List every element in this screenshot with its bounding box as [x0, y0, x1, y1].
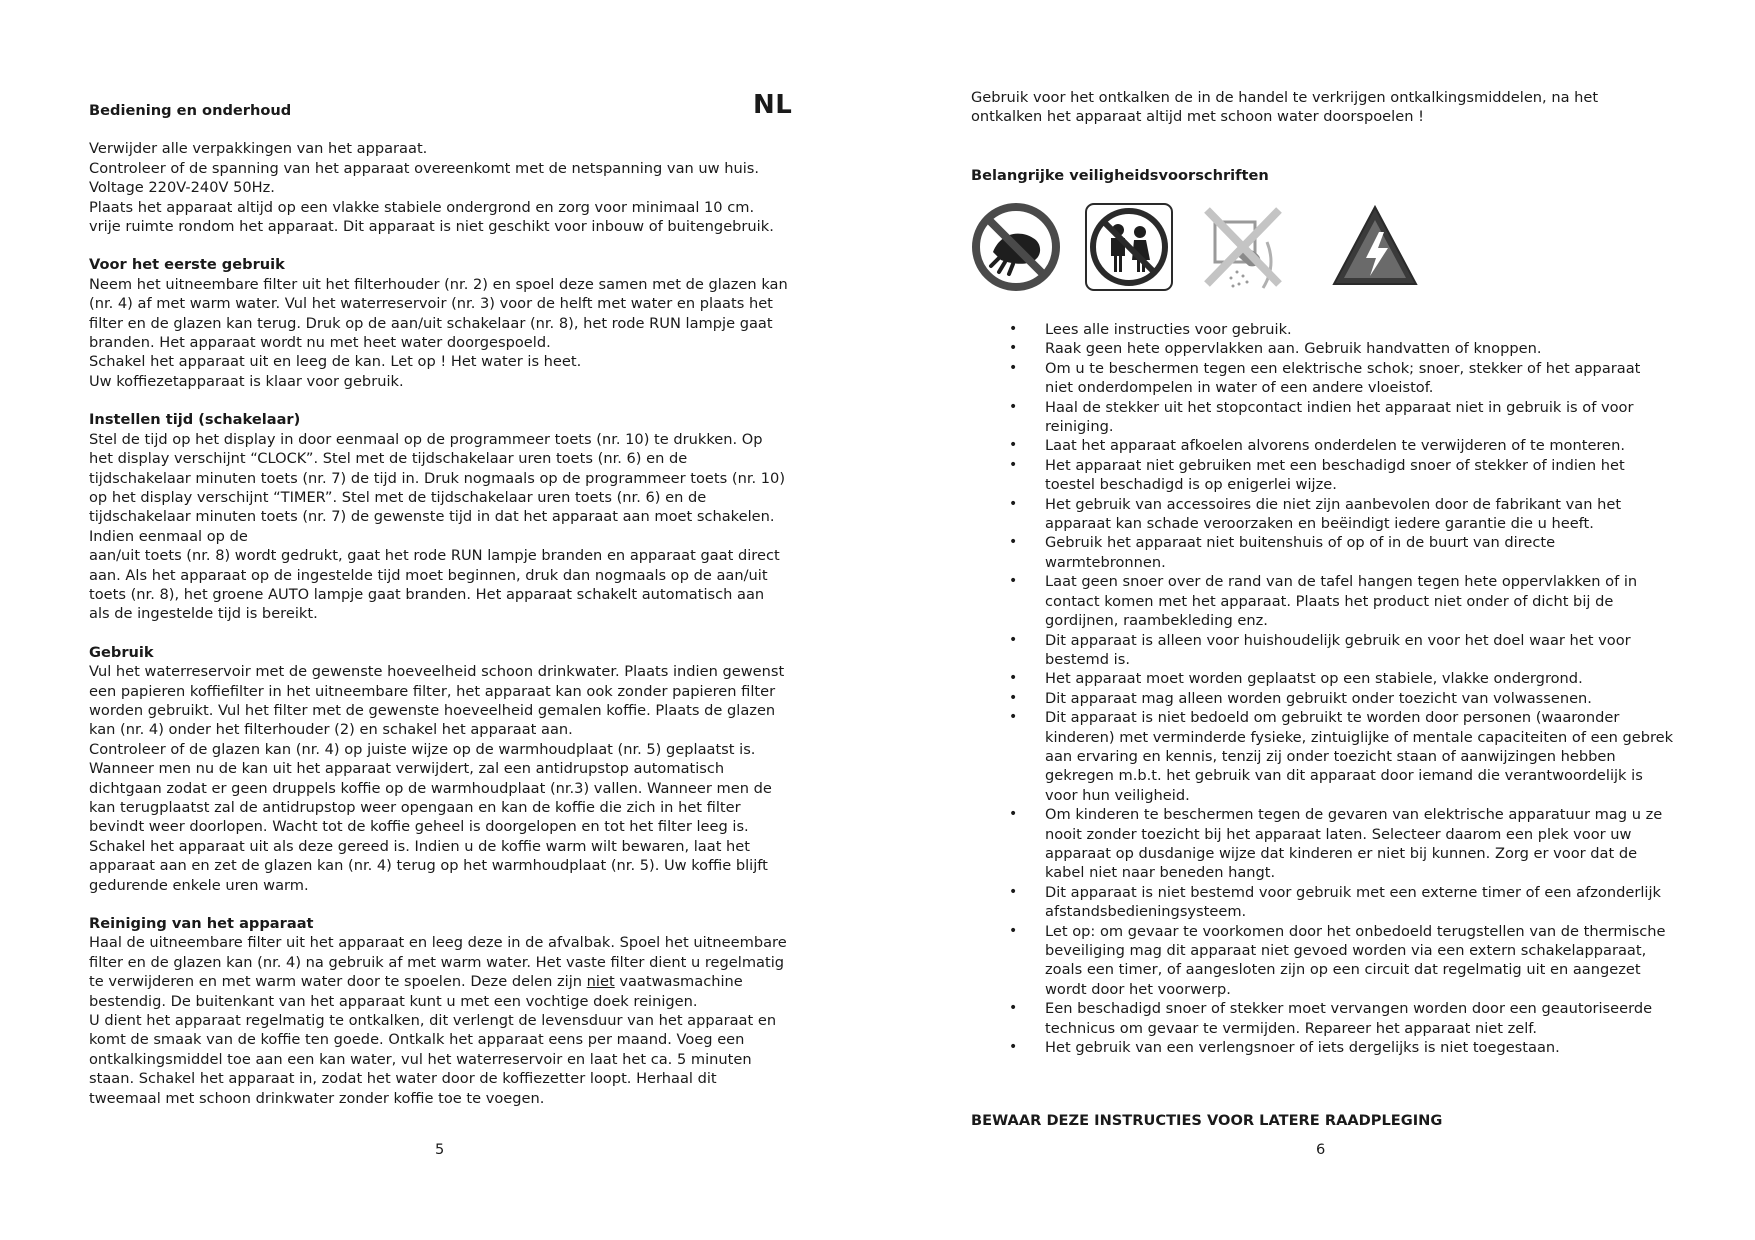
text-line: als de ingestelde tijd is bereikt.: [89, 605, 318, 623]
safety-list-item: [971, 572, 1691, 630]
safety-item-text: Raak geen hete oppervlakken aan. Gebruik handvatten of knoppen.: [1045, 340, 1542, 358]
text-line: kan (nr. 4) onder het filterhouder (2) en schakel het apparaat aan.: [89, 721, 573, 739]
closing-instruction: BEWAAR DEZE INSTRUCTIES VOOR LATERE RAADPLEGING: [971, 1112, 1443, 1129]
safety-list: [971, 320, 1691, 1057]
bullet-icon: •: [1009, 495, 1018, 512]
text-line: Voltage 220V-240V 50Hz.: [89, 179, 275, 197]
safety-item-text: Laat het apparaat afkoelen alvorens onderdelen te verwijderen of te monteren.: [1045, 437, 1625, 455]
safety-item-text: afstandsbedieningsysteem.: [1045, 903, 1247, 921]
text-fragment: te verwijderen en met warm water door te spoelen. Deze delen zijn: [89, 973, 583, 991]
left-page-body: [89, 101, 801, 1108]
safety-list-item: [971, 456, 1691, 495]
safety-item-text: Om kinderen te beschermen tegen de gevaren van elektrische apparatuur mag u ze: [1045, 806, 1663, 824]
text-line: filter en de glazen kan terug. Druk op de aan/uit schakelaar (nr. 8), het rode RUN lampje gaat: [89, 314, 773, 332]
bullet-icon: •: [1009, 573, 1018, 590]
no-children-icon: [1084, 202, 1174, 292]
text-line: gedurende enkele uren warm.: [89, 876, 309, 894]
electric-hazard-icon: [1330, 202, 1420, 292]
safety-item-text: Om u te beschermen tegen een elektrische schok; snoer, stekker of het apparaat: [1045, 359, 1641, 377]
safety-item-text: voor hun veiligheid.: [1045, 786, 1190, 804]
safety-item-text: kinderen) met verminderde fysieke, zintuiglijke of mentale capaciteiten of een gebrek: [1045, 728, 1674, 746]
safety-item-text: reiniging.: [1045, 418, 1114, 436]
descale-paragraph: [971, 88, 1681, 127]
bullet-icon: •: [1009, 321, 1018, 337]
text-line: tijdschakelaar minuten toets (nr. 7) de gewenste tijd in dat het apparaat aan moet schakelen.: [89, 508, 775, 526]
text-line: Vul het waterreservoir met de gewenste hoeveelheid schoon drinkwater. Plaats indien gewenst: [89, 663, 785, 681]
use-paragraph: [89, 662, 801, 895]
safety-list-item: [971, 669, 1691, 688]
text-line: Uw koffiezetapparaat is klaar voor gebruik.: [89, 372, 404, 390]
page-number: 6: [1316, 1141, 1326, 1158]
safety-list-item: [971, 320, 1691, 339]
text-line: tijdschakelaar minuten toets (nr. 7) de tijd in. Druk nogmaals op de programmeer toets (nr. 10): [89, 469, 786, 487]
pictogram-row: [971, 202, 1431, 292]
safety-list-item: [971, 339, 1691, 358]
safety-list-item: [971, 533, 1691, 572]
safety-item-text: technicus om gevaar te vermijden. Repareer het apparaat niet zelf.: [1045, 1019, 1538, 1037]
safety-item-text: contact komen met het apparaat. Plaats het product niet onder of dicht bij de: [1045, 592, 1614, 610]
text-line: Controleer of de spanning van het apparaat overeenkomt met de netspanning van uw huis.: [89, 159, 760, 177]
safety-item-text: Laat geen snoer over de rand van de tafel hangen tegen hete oppervlakken of in: [1045, 573, 1638, 591]
text-line: toets (nr. 8), het groene AUTO lampje gaat branden. Het apparaat schakelt automatisch aan: [89, 585, 765, 603]
text-line: Controleer of de glazen kan (nr. 4) op juiste wijze op de warmhoudplaat (nr. 5) geplaatst is.: [89, 740, 756, 758]
language-code: NL: [753, 90, 793, 120]
safety-item-text: aan ervaring en kennis, tenzij zij onder toezicht staan of aanwijzingen hebben: [1045, 747, 1616, 765]
bullet-icon: •: [1009, 806, 1018, 823]
safety-list-item: [971, 922, 1691, 1000]
bullet-icon: •: [1009, 534, 1018, 551]
bullet-icon: •: [1009, 359, 1018, 376]
safety-item-text: apparaat kan schade veroorzaken en beëindigt iedere garantie die u heeft.: [1045, 515, 1594, 533]
bullet-icon: •: [1009, 922, 1018, 939]
safety-item-text: warmtebronnen.: [1045, 553, 1166, 571]
safety-item-text: Het gebruik van accessoires die niet zijn aanbevolen door de fabrikant van het: [1045, 495, 1622, 513]
safety-item-text: gordijnen, raambekleding enz.: [1045, 612, 1268, 630]
text-line: Neem het uitneembare filter uit het filterhouder (nr. 2) en spoel deze samen met de glazen kan: [89, 275, 788, 293]
section-heading-first-use: Voor het eerste gebruik: [89, 256, 285, 274]
bullet-icon: •: [1009, 709, 1018, 726]
text-line: het display verschijnt “CLOCK”. Stel met de tijdschakelaar uren toets (nr. 6) en de: [89, 450, 688, 468]
text-line: bevindt weer doorlopen. Wacht tot de koffie geheel is doorgelopen en tot het filter leeg is.: [89, 818, 749, 836]
safety-list-item: [971, 1038, 1691, 1057]
safety-item-text: Dit apparaat is niet bedoeld om gebruikt te worden door personen (waaronder: [1045, 709, 1620, 727]
safety-item-text: Haal de stekker uit het stopcontact indien het apparaat niet in gebruik is of voor: [1045, 398, 1634, 416]
bullet-icon: •: [1009, 1000, 1018, 1017]
safety-item-text: Lees alle instructies voor gebruik.: [1045, 321, 1292, 338]
safety-list-item: [971, 805, 1691, 883]
safety-item-text: niet onderdompelen in water of een andere vloeistof.: [1045, 379, 1434, 397]
section-heading-cleaning: Reiniging van het apparaat: [89, 915, 314, 933]
bullet-icon: •: [1009, 689, 1018, 706]
safety-item-text: Dit apparaat is alleen voor huishoudelijk gebruik en voor het doel waar het voor: [1045, 631, 1631, 649]
bullet-icon: •: [1009, 398, 1018, 415]
safety-item-text: zoals een timer, of aangesloten zijn op een circuit dat regelmatig uit en aangezet: [1045, 961, 1641, 979]
text-fragment: vaatwasmachine: [614, 973, 743, 991]
safety-list-item: [971, 495, 1691, 534]
safety-item-text: apparaat op dusdanige wijze dat kinderen er niet bij kunnen. Zorg er voor dat de: [1045, 844, 1638, 862]
safety-item-text: toestel beschadigd is op enigerlei wijze.: [1045, 476, 1337, 494]
text-line: Verwijder alle verpakkingen van het apparaat.: [89, 140, 428, 158]
text-line: Plaats het apparaat altijd op een vlakke stabiele ondergrond en zorg voor minimaal 10 cm.: [89, 198, 755, 216]
bullet-icon: •: [1009, 340, 1018, 357]
text-line: kan terugplaatst zal de antidrupstop weer opengaan en kan de koffie die zich in het filter: [89, 799, 741, 816]
text-line: vrije ruimte rondom het apparaat. Dit apparaat is niet geschikt voor inbouw of buitengebruik.: [89, 218, 774, 236]
first-use-paragraph: [89, 275, 801, 391]
text-line: staan. Schakel het apparaat in, zodat het water door de koffiezetter loopt. Herhaal dit: [89, 1070, 717, 1088]
safety-item-text: Het apparaat moet worden geplaatst op een stabiele, vlakke ondergrond.: [1045, 670, 1583, 688]
safety-list-item: [971, 631, 1691, 670]
intro-paragraph: [89, 139, 801, 236]
bullet-icon: •: [1009, 670, 1018, 687]
safety-item-text: Het gebruik van een verlengsnoer of iets dergelijks is niet toegestaan.: [1045, 1039, 1560, 1057]
text-line: Schakel het apparaat uit en leeg de kan. Let op ! Het water is heet.: [89, 353, 582, 371]
section-heading-use: Gebruik: [89, 643, 154, 661]
safety-list-item: [971, 436, 1691, 455]
safety-list-item: [971, 999, 1691, 1038]
text-line: apparaat aan en zet de glazen kan (nr. 4) terug op het warmhoudplaat (nr. 5). Uw koffie blijft: [89, 857, 768, 875]
no-hand-immersion-icon: [971, 202, 1061, 292]
safety-item-text: Gebruik het apparaat niet buitenshuis of op of in de buurt van directe: [1045, 534, 1556, 552]
no-water-spray-icon: [1197, 202, 1287, 292]
safety-list-item: [971, 689, 1691, 708]
bullet-icon: •: [1009, 456, 1018, 473]
safety-item-text: Dit apparaat mag alleen worden gebruikt onder toezicht van volwassenen.: [1045, 689, 1592, 707]
time-paragraph: [89, 430, 801, 624]
page-title: Bediening en onderhoud: [89, 102, 292, 119]
text-line: bestendig. De buitenkant van het apparaat kunt u met een vochtige doek reinigen.: [89, 992, 698, 1010]
text-line: Haal de uitneembare filter uit het apparaat en leeg deze in de afvalbak. Spoel het uitneembare: [89, 934, 787, 952]
bullet-icon: •: [1009, 883, 1018, 900]
text-line: Schakel het apparaat uit als deze gereed is. Indien u de koffie warm wilt bewaren, laat het: [89, 837, 751, 855]
safety-item-text: beveiliging mag dit apparaat niet gevoed worden via een extern schakelapparaat,: [1045, 942, 1647, 959]
text-line: Indien eenmaal op de: [89, 527, 248, 545]
safety-list-item: [971, 398, 1691, 437]
safety-item-text: Let op: om gevaar te voorkomen door het onbedoeld terugstellen van de thermische: [1045, 922, 1666, 940]
left-page: [89, 0, 801, 1240]
text-line: [89, 972, 801, 991]
underlined-word: niet: [586, 973, 615, 991]
section-heading-time: Instellen tijd (schakelaar): [89, 411, 301, 429]
text-line: aan/uit toets (nr. 8) wordt gedrukt, gaat het rode RUN lampje branden en apparaat gaat direct: [89, 547, 780, 565]
text-line: Wanneer men nu de kan uit het apparaat verwijdert, zal een antidrupstop automatisch: [89, 760, 725, 778]
text-line: U dient het apparaat regelmatig te ontkalken, dit verlengt de levensduur van het apparaat en: [89, 1012, 777, 1030]
bullet-icon: •: [1009, 437, 1018, 454]
bullet-icon: •: [1009, 631, 1018, 648]
text-line: ontkalkingsmiddel toe aan een kan water, vul het waterreservoir en laat het ca. 5 minuten: [89, 1050, 752, 1068]
safety-item-text: Het apparaat niet gebruiken met een beschadigd snoer of stekker of indien het: [1045, 456, 1625, 474]
safety-item-text: Een beschadigd snoer of stekker moet vervangen worden door een geautoriseerde: [1045, 1000, 1653, 1018]
cleaning-paragraph: [89, 933, 801, 1108]
right-page: [971, 0, 1681, 1240]
text-line: op het display verschijnt “TIMER”. Stel met de tijdschakelaar uren toets (nr. 6) en de: [89, 488, 707, 506]
text-line: (nr. 4) af met warm water. Vul het waterreservoir (nr. 3) voor de helft met water en plaats het: [89, 295, 773, 313]
safety-item-text: Dit apparaat is niet bestemd voor gebruik met een externe timer of een afzonderlijk: [1045, 883, 1661, 901]
text-line: Gebruik voor het ontkalken de in de handel te verkrijgen ontkalkingsmiddelen, na het: [971, 89, 1599, 106]
safety-item-text: kabel niet naar beneden hangt.: [1045, 864, 1276, 882]
safety-list-item: [971, 359, 1691, 398]
safety-list-item: [971, 708, 1691, 805]
safety-heading: Belangrijke veiligheidsvoorschriften: [971, 167, 1269, 184]
safety-item-text: nooit zonder toezicht bij het apparaat laten. Selecteer daarom een plek voor uw: [1045, 825, 1632, 843]
text-line: dichtgaan zodat er geen druppels koffie op de warmhoudplaat (nr.3) vallen. Wanneer men de: [89, 779, 772, 797]
safety-list-item: [971, 883, 1691, 922]
text-line: Stel de tijd op het display in door eenmaal op de programmeer toets (nr. 10) te drukken. Op: [89, 430, 763, 448]
text-line: branden. Het apparaat wordt nu met heet water doorgespoeld.: [89, 334, 551, 352]
text-line: ontkalken het apparaat altijd met schoon water doorspoelen !: [971, 108, 1424, 126]
text-line: tweemaal met schoon drinkwater zonder koffie toe te voegen.: [89, 1089, 545, 1107]
text-line: filter en de glazen kan (nr. 4) na gebruik af met warm water. Het vaste filter dient u regelmatig: [89, 953, 785, 971]
safety-item-text: wordt door het voorwerp.: [1045, 980, 1231, 998]
safety-item-text: bestemd is.: [1045, 650, 1130, 668]
page-number: 5: [435, 1141, 445, 1158]
bullet-icon: •: [1009, 1039, 1018, 1056]
text-line: aan. Als het apparaat op de ingestelde tijd moet beginnen, druk dan nogmaals op de aan/uit: [89, 566, 768, 584]
text-line: worden gebruikt. Vul het filter met de gewenste hoeveelheid gemalen koffie. Plaats de glazen: [89, 701, 776, 719]
safety-item-text: gekregen m.b.t. het gebruik van dit apparaat door iemand die verantwoordelijk is: [1045, 767, 1643, 785]
text-line: komt de smaak van de koffie ten goede. Ontkalk het apparaat eens per maand. Voeg een: [89, 1031, 745, 1049]
text-line: een papieren koffiefilter in het uitneembare filter, het apparaat kan ook zonder papieren filter: [89, 682, 776, 700]
cleaning-rest: [89, 992, 801, 1108]
